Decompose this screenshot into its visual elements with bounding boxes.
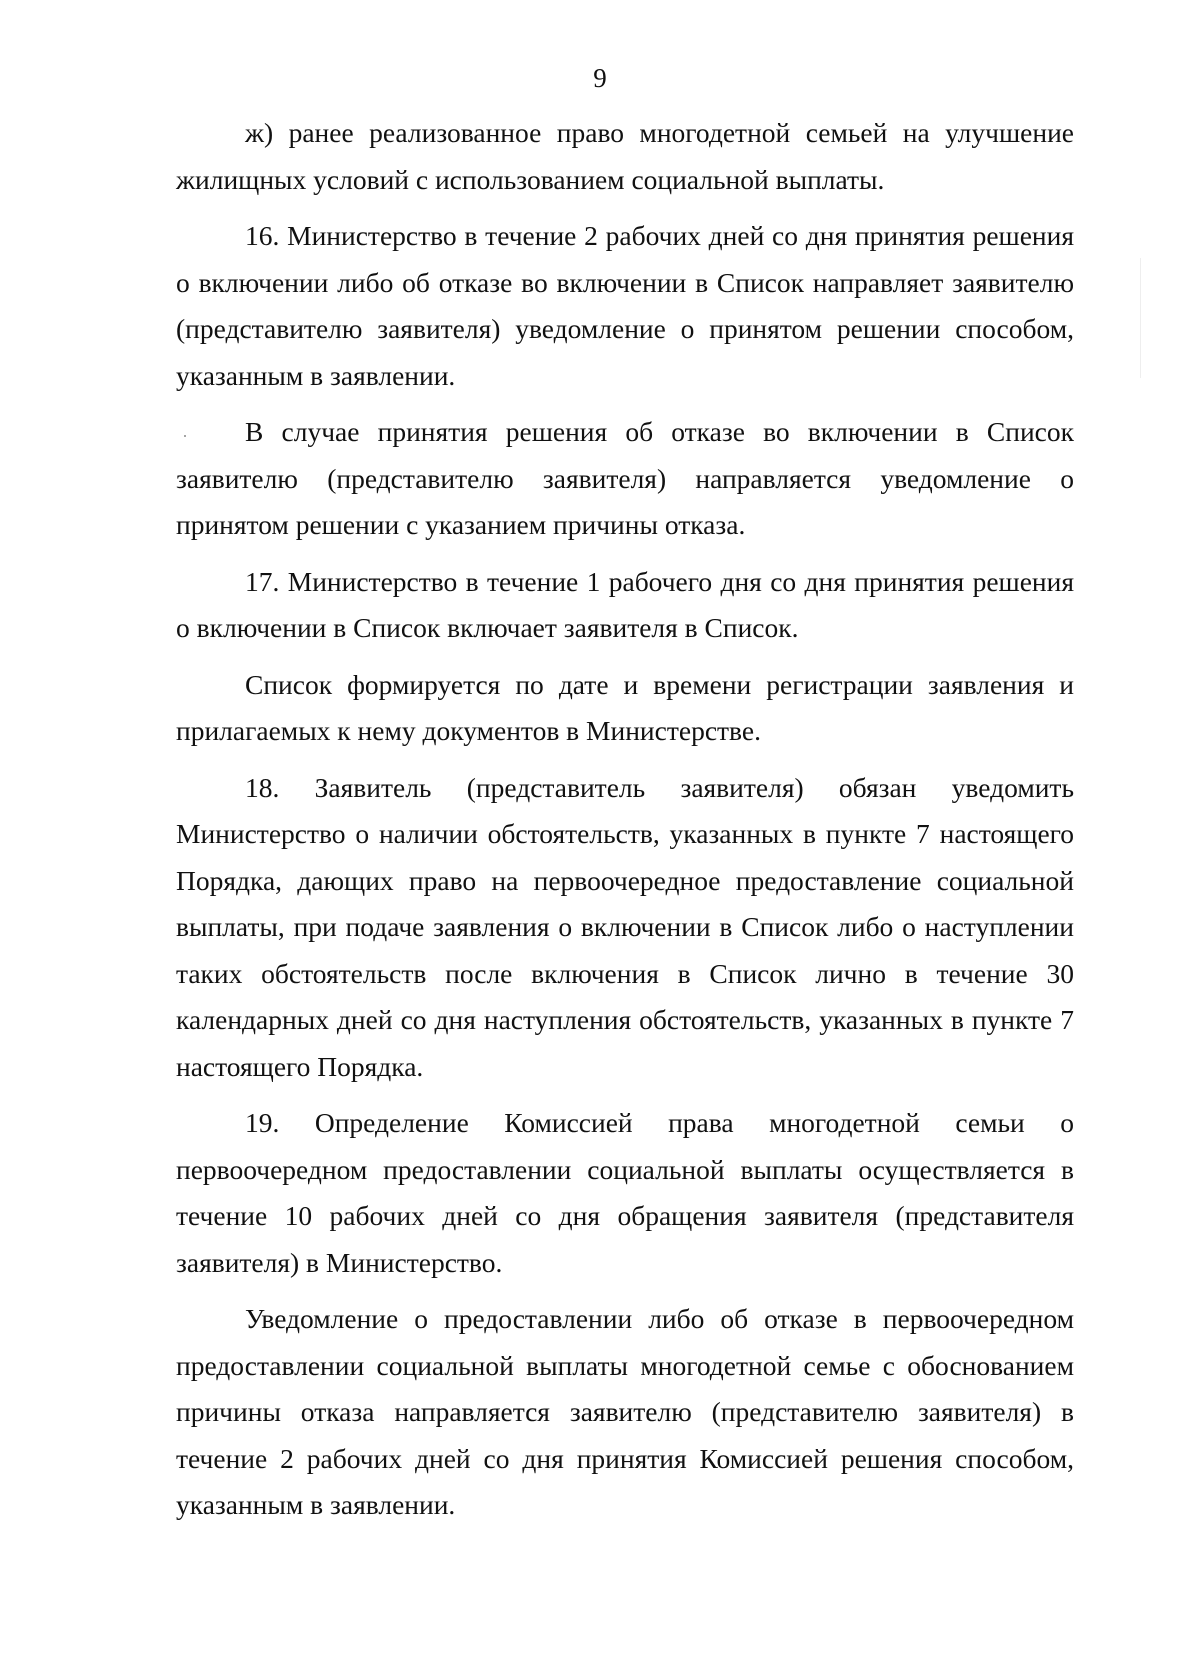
paragraph-item-18: 18. Заявитель (представитель заявителя) обязан уведомить Министерство о наличии обстоятельств, указанных в пункте 7 настоящего Порядка, дающих право на первоочередное предоставление социальной выплаты, при подаче заявления о включении в Список либо о наступлении таких обстоятельств после включения в Список лично в течение 30 календарных дней со дня наступления обстоятельств, указанных в пункте 7 настоящего Порядка. — [176, 771, 1074, 1082]
page-number: 9 — [593, 63, 607, 93]
paragraph-refusal-notice: В случае принятия решения об отказе во включении в Список заявителю (представителю заявителя) направляется уведомление о принятом решении с указанием причины отказа. — [176, 416, 1074, 540]
scan-artifact-dot — [184, 435, 186, 437]
scan-margin-mark — [1140, 258, 1141, 378]
paragraph-item-19: 19. Определение Комиссией права многодетной семьи о первоочередном предоставлении социальной выплаты осуществляется в течение 10 рабочих дней со дня обращения заявителя (представителя заявителя) в Министерство. — [176, 1107, 1074, 1278]
paragraph-list-formation: Список формируется по дате и времени регистрации заявления и прилагаемых к нему документов в Министерстве. — [176, 668, 1074, 746]
document-body — [176, 110, 1074, 1529]
paragraph-item-17: 17. Министерство в течение 1 рабочего дня со дня принятия решения о включении в Список включает заявителя в Список. — [176, 565, 1074, 643]
paragraph-zh-item: ж) ранее реализованное право многодетной семьей на улучшение жилищных условий с использованием социальной выплаты. — [176, 117, 1074, 195]
paragraph-item-16: 16. Министерство в течение 2 рабочих дней со дня принятия решения о включении либо об отказе во включении в Список направляет заявителю (представителю заявителя) уведомление о принятом решении способом, указанным в заявлении. — [176, 220, 1074, 391]
paragraph-priority-notice: Уведомление о предоставлении либо об отказе в первоочередном предоставлении социальной выплаты многодетной семье с обоснованием причины отказа направляется заявителю (представителю заявителя) в течение 2 рабочих дней со дня принятия Комиссией решения способом, указанным в заявлении. — [176, 1303, 1074, 1520]
